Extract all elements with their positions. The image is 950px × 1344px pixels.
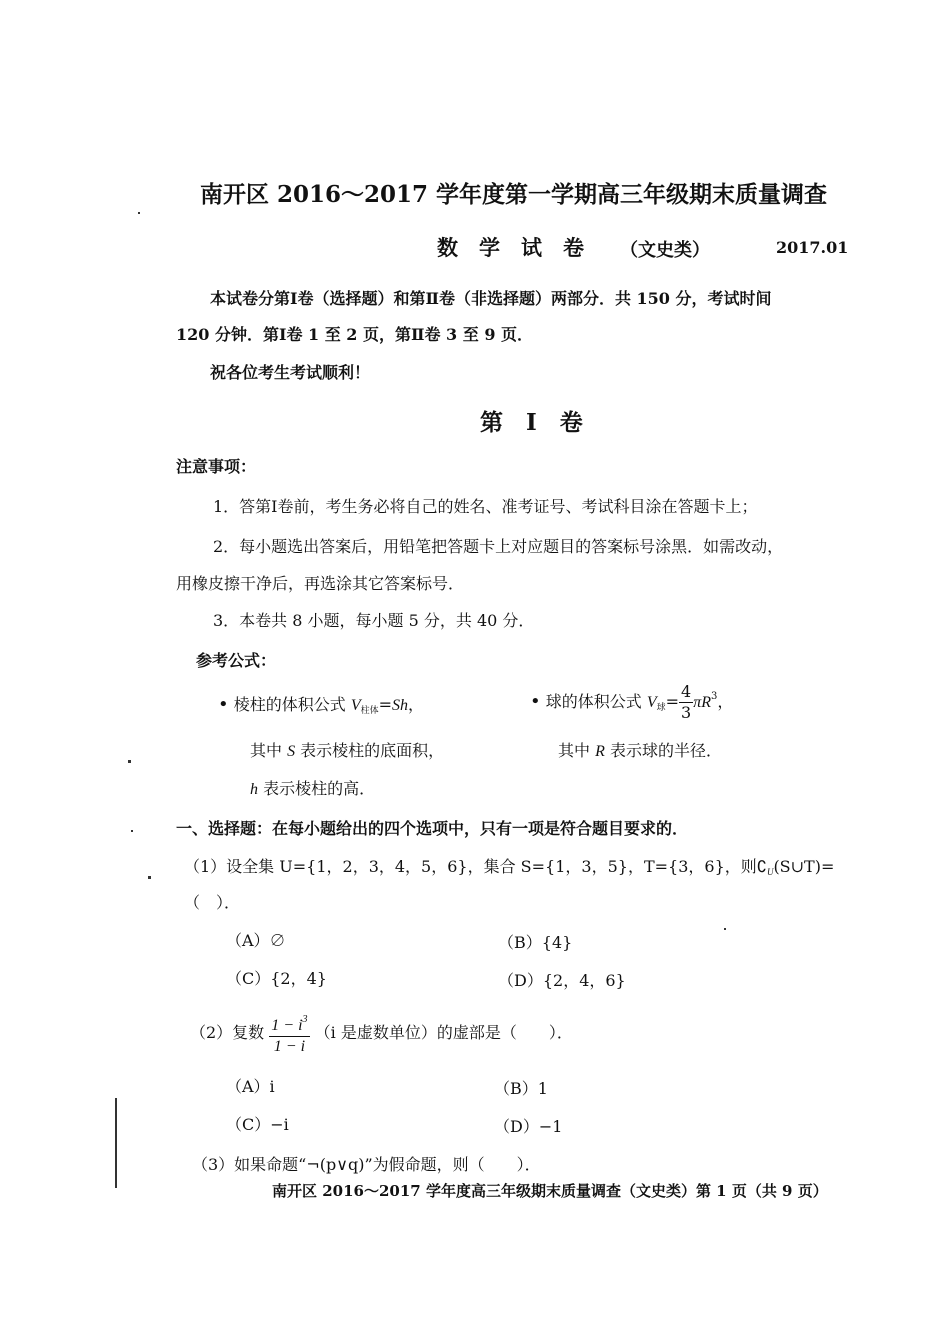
part-1-heading: 一、选择题：在每小题给出的四个选项中，只有一项是符合题目要求的． — [176, 819, 689, 838]
prism-formula-eq: = — [378, 695, 393, 714]
sphere-note-var: R — [595, 743, 605, 760]
section-title: 第 Ⅰ 卷 — [480, 409, 583, 436]
question-2-option-d: （D）−1 — [494, 1117, 563, 1136]
prism-formula-tail: ， — [408, 695, 425, 714]
sphere-note — [558, 738, 722, 761]
question-2-option-c: （C）−i — [226, 1115, 289, 1134]
notes-item-3: 3．本卷共 8 小题，每小题 5 分，共 40 分． — [213, 611, 535, 630]
question-2-pre: （2）复数 — [190, 1023, 265, 1042]
intro-line-2: 120 分钟．第Ⅰ卷 1 至 2 页，第Ⅱ卷 3 至 9 页． — [176, 325, 534, 344]
scan-artifact-dot — [148, 876, 151, 879]
sphere-fraction — [679, 682, 693, 723]
sphere-formula-rhs: πR — [693, 694, 711, 711]
prism-note-1-var: S — [287, 743, 296, 760]
question-1-sub: U — [766, 867, 774, 877]
exam-category: （文史类） — [620, 240, 710, 261]
prism-volume-formula — [218, 692, 424, 716]
question-2-num: 1 − i — [271, 1017, 303, 1034]
scan-artifact-dot — [724, 928, 726, 930]
question-2-post: （i 是虚数单位）的虚部是（ ）． — [314, 1023, 573, 1042]
sphere-volume-formula — [530, 682, 733, 723]
exam-title: 南开区 2016～2017 学年度第一学期高三年级期末质量调查 — [200, 181, 828, 208]
sphere-formula-exp: 3 — [711, 691, 718, 702]
sphere-fraction-den: 3 — [681, 703, 692, 722]
intro-line-1: 本试卷分第Ⅰ卷（选择题）和第Ⅱ卷（非选择题）两部分．共 150 分，考试时间 — [210, 289, 772, 308]
question-1-option-c: （C）{2，4} — [226, 969, 327, 988]
question-2-fraction-den: 1 − i — [273, 1038, 306, 1055]
prism-note-1-post: 表示棱柱的底面积， — [295, 741, 445, 760]
question-2-option-b: （B）1 — [494, 1079, 548, 1098]
notes-item-2-line-1: 2．每小题选出答案后，用铅笔把答题卡上对应题目的答案标号涂黑．如需改动， — [213, 537, 784, 556]
prism-note-2-post: 表示棱柱的高． — [258, 779, 376, 798]
prism-note-2 — [250, 776, 375, 799]
question-2-num-exp: 3 — [302, 1014, 308, 1025]
scan-artifact-dot — [131, 830, 133, 832]
sphere-formula-tail: ， — [717, 692, 734, 711]
bullet: • — [218, 694, 229, 715]
question-1-paren: （ ）． — [184, 893, 241, 912]
question-1-stem — [184, 854, 834, 877]
exam-subject: 数 学 试 卷 — [437, 235, 584, 260]
question-1-option-b: （B）{4} — [498, 933, 573, 952]
intro-wish: 祝各位考生考试顺利！ — [210, 363, 371, 382]
question-1-end: (S∪T)= — [773, 857, 835, 876]
scan-artifact-line — [115, 1098, 117, 1188]
notes-item-2-line-2: 用橡皮擦干净后，再选涂其它答案标号． — [176, 574, 465, 593]
notes-item-1: 1．答第Ⅰ卷前，考生务必将自己的姓名、准考证号、考试科目涂在答题卡上； — [213, 497, 758, 516]
formulas-heading: 参考公式： — [196, 651, 277, 670]
prism-formula-var: V — [350, 697, 361, 714]
scan-artifact-dot — [138, 212, 140, 214]
exam-date: 2017.01 — [776, 238, 849, 257]
scan-artifact-dot — [128, 760, 131, 763]
question-1-text: （1）设全集 U={1，2，3，4，5，6}，集合 S={1，3，5}，T={3，6}，则∁ — [184, 857, 767, 876]
sphere-formula-sub: 球 — [656, 703, 666, 713]
question-1-option-a: （A）∅ — [226, 931, 286, 950]
question-2-stem — [190, 1010, 573, 1057]
sphere-formula-label: 球的体积公式 — [545, 692, 647, 711]
sphere-note-post: 表示球的半径． — [604, 741, 722, 760]
notes-heading: 注意事项： — [176, 457, 257, 476]
question-2-fraction — [269, 1010, 309, 1057]
sphere-fraction-num: 4 — [681, 682, 692, 701]
question-3-stem: （3）如果命题“¬(p∨q)”为假命题，则（ ）． — [192, 1155, 541, 1174]
sphere-formula-var: V — [646, 694, 657, 711]
prism-note-1 — [250, 738, 444, 761]
bullet: • — [530, 691, 541, 712]
prism-formula-label: 棱柱的体积公式 — [233, 695, 351, 714]
prism-formula-rhs: Sh — [392, 697, 409, 714]
sphere-formula-eq: = — [665, 692, 680, 711]
sphere-note-pre: 其中 — [558, 741, 596, 760]
page-footer: 南开区 2016～2017 学年度高三年级期末质量调查（文史类）第 1 页（共 9 页） — [272, 1182, 828, 1200]
prism-formula-sub: 柱体 — [360, 706, 379, 716]
prism-note-1-pre: 其中 — [250, 741, 288, 760]
question-2-option-a: （A）i — [226, 1077, 275, 1096]
question-2-fraction-num — [269, 1010, 309, 1037]
question-1-option-d: （D）{2，4，6} — [498, 971, 626, 990]
prism-note-2-var: h — [250, 781, 258, 798]
